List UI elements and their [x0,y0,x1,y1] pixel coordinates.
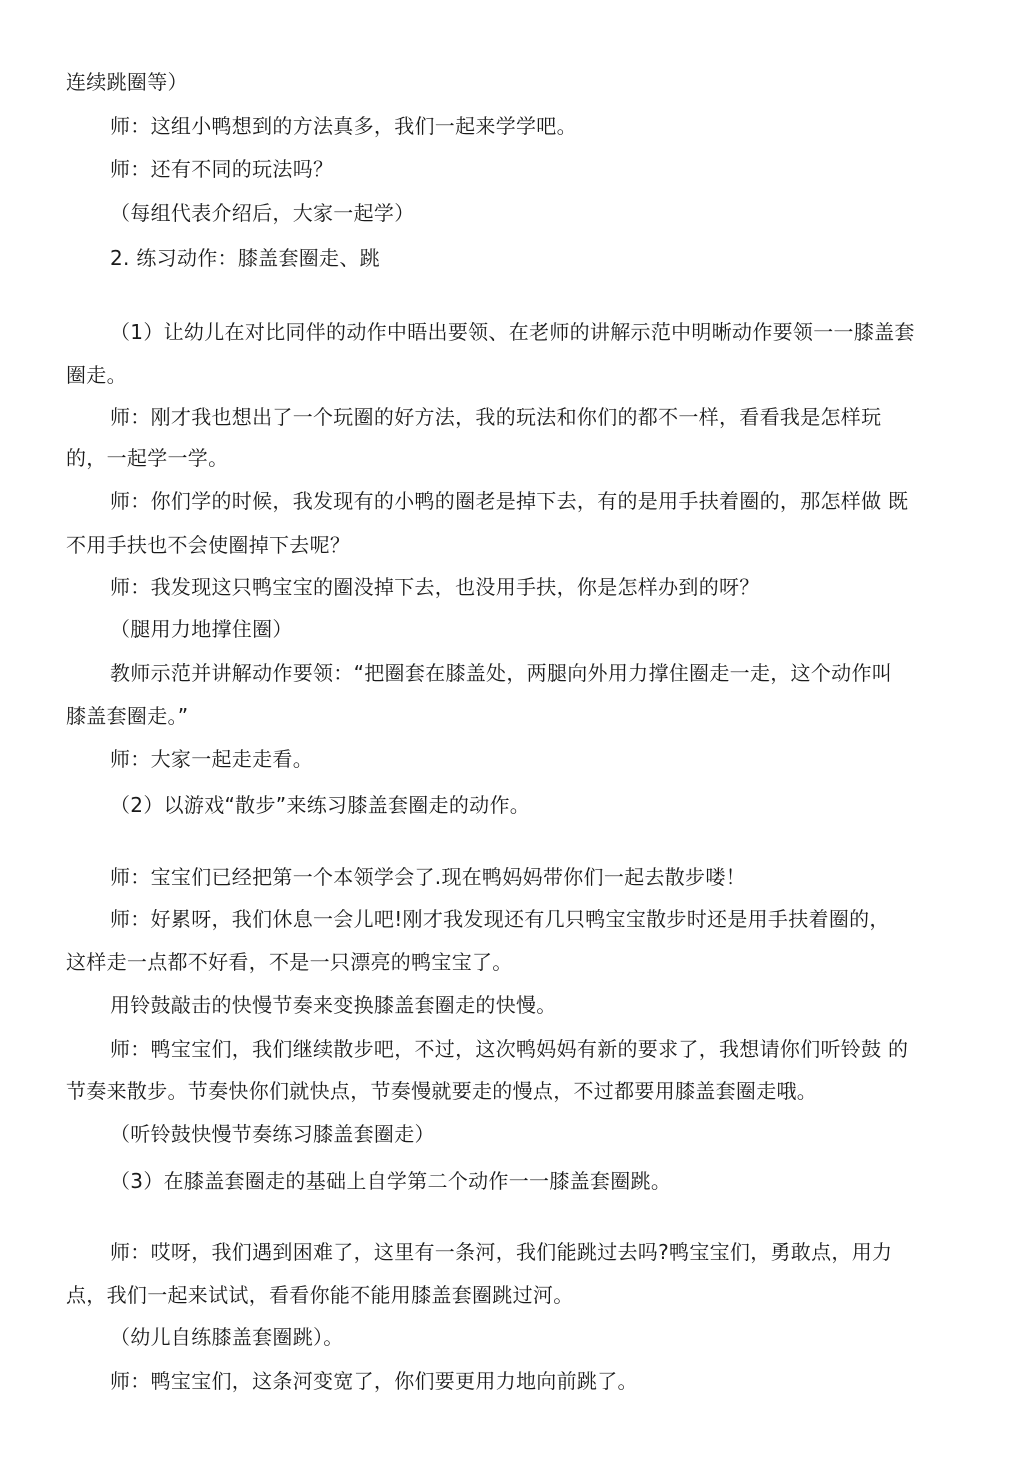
text-line: 师：刚才我也想出了一个玩圈的好方法，我的玩法和你们的都不一样，看看我是怎样玩 [110,405,882,429]
text-line: 师：还有不同的玩法吗？ [110,157,334,181]
text-line: （幼儿自练膝盖套圈跳）。 [110,1325,344,1349]
text-line: 不用手扶也不会使圈掉下去呢？ [66,533,351,557]
text-line: 师：好累呀，我们休息一会儿吧!刚才我发现还有几只鸭宝宝散步时还是用手扶着圈的， [110,907,890,931]
text-line: 师：鸭宝宝们，我们继续散步吧，不过，这次鸭妈妈有新的要求了，我想请你们听铃鼓 的 [110,1037,909,1061]
text-line: （1）让幼儿在对比同伴的动作中晤出要领、在老师的讲解示范中明晰动作要领一一膝盖套 [110,320,915,344]
text-line: 师：这组小鸭想到的方法真多，我们一起来学学吧。 [110,114,577,138]
text-line: （腿用力地撑住圈） [110,617,293,641]
text-line: 用铃鼓敲击的快慢节奏来变换膝盖套圈走的快慢。 [110,993,557,1017]
section-heading: 2. 练习动作：膝盖套圈走、跳 [110,246,380,270]
text-line: （听铃鼓快慢节奏练习膝盖套圈走） [110,1122,435,1146]
text-line: 圈走。 [66,363,127,387]
text-line: 这样走一点都不好看，不是一只漂亮的鸭宝宝了。 [66,950,513,974]
text-line: 连续跳圈等） [66,70,188,94]
text-line: （3）在膝盖套圈走的基础上自学第二个动作一一膝盖套圈跳。 [110,1169,672,1193]
text-line: 师：我发现这只鸭宝宝的圈没掉下去，也没用手扶，你是怎样办到的呀？ [110,575,760,599]
text-line: 师：大家一起走走看。 [110,747,313,771]
text-line: 点，我们一起来试试，看看你能不能用膝盖套圈跳过河。 [66,1283,574,1307]
text-line: 的，一起学一学。 [66,446,229,470]
text-line: 师：你们学的时候，我发现有的小鸭的圈老是掉下去，有的是用手扶着圈的，那怎样做 既 [110,489,909,513]
text-line: （每组代表介绍后，大家一起学） [110,201,415,225]
text-line: （2）以游戏“散步”来练习膝盖套圈走的动作。 [110,793,531,817]
text-line: 师：鸭宝宝们，这条河变宽了，你们要更用力地向前跳了。 [110,1369,638,1393]
text-line: 节奏来散步。节奏快你们就快点，节奏慢就要走的慢点，不过都要用膝盖套圈走哦。 [66,1079,818,1103]
text-line: 教师示范并讲解动作要领：“把圈套在膝盖处，两腿向外用力撑住圈走一走，这个动作叫 [110,661,893,685]
text-line: 膝盖套圈走。” [66,704,189,728]
text-line: 师：宝宝们已经把第一个本领学会了.现在鸭妈妈带你们一起去散步喽！ [110,865,746,889]
text-line: 师：哎呀，我们遇到困难了，这里有一条河，我们能跳过去吗?鸭宝宝们，勇敢点，用力 [110,1240,893,1264]
